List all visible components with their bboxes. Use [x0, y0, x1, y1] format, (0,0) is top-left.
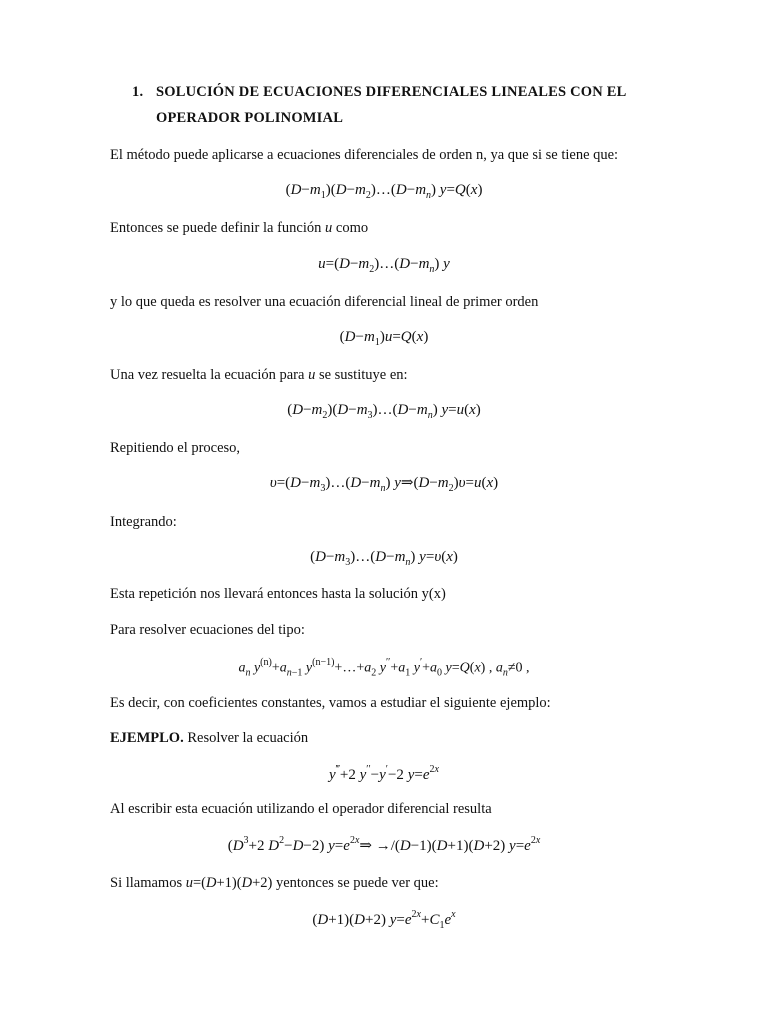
equation-3: $(D-m_1)u=Q(x)$: [339, 329, 429, 348]
paragraph-example: EJEMPLO. Resolver la ecuación: [110, 730, 309, 746]
section-title-line2: OPERADOR POLINOMIAL: [156, 110, 344, 127]
paragraph-intro: El método puede aplicarse a ecuaciones diferenciales de orden n, ya que si se tiene que:: [110, 147, 619, 163]
section-title-line1: SOLUCIÓN DE ECUACIONES DIFERENCIALES LINEALES CON EL: [156, 84, 627, 100]
equation-4: $(D-m_2)(D-m_3)\dots(D-m_n)$ y=u(x): [287, 402, 481, 421]
paragraph-substitute: Una vez resuelta la ecuación para u se sustituye en:: [110, 367, 408, 383]
paragraph-solution: Esta repetición nos llevará entonces hasta la solución y(x): [110, 586, 446, 602]
paragraph-repeat: Repitiendo el proceso,: [110, 440, 241, 456]
equation-8: y‴+2 y′′−y′−2 $y=e^{2x}$: [329, 764, 439, 783]
equation-10: (D+1)(D+2) $y=e^{2x}+C_1e^x$: [312, 909, 456, 931]
equation-2: $u=(D-m_2)\dots(D-m_n)$ y: [318, 256, 450, 275]
section-heading: [132, 84, 692, 128]
paragraph-define-u: Entonces se puede definir la función u como: [110, 220, 369, 236]
paragraph-constant-coefficients: Es decir, con coeficientes constantes, vamos a estudiar el siguiente ejemplo:: [110, 695, 551, 711]
section-number: 1.: [132, 84, 144, 100]
equation-9: ($D^3+2$ $D^2-D-2$) $y=e^{2x}\Rightarrow \to/(D-1)(D+1)(D+2)$ $y=e^{2x}$: [227, 835, 541, 854]
equation-6: $(D-m_3)\dots(D-m_n)$ y=υ(x): [310, 549, 458, 568]
paragraph-call-u: Si llamamos u=(D+1)(D+2) yentonces se puede ver que:: [110, 875, 439, 891]
paragraph-operator: Al escribir esta ecuación utilizando el operador diferencial resulta: [110, 801, 492, 817]
equation-7: $a_n$ $y^{(n)}+a_{n-1}$ $y^{(n-1)}+\dots+a_2$ $y''+a_1$ $y'+a_0$ y=Q(x) , $a_n\ne 0$ ,: [238, 657, 530, 679]
paragraph-first-order: y lo que queda es resolver una ecuación diferencial lineal de primer orden: [110, 294, 539, 310]
paragraph-integrating: Integrando:: [110, 514, 177, 530]
equation-5: $\upsilon=(D-m_3)\dots(D-m_n)$ $y\Rightarrow(D-m_2)\upsilon=u(x)$: [269, 475, 499, 494]
equation-1: $(D-m_1)(D-m_2)\dots(D-m_n)$ y=Q(x): [285, 182, 483, 201]
paragraph-type: Para resolver ecuaciones del tipo:: [110, 622, 305, 638]
